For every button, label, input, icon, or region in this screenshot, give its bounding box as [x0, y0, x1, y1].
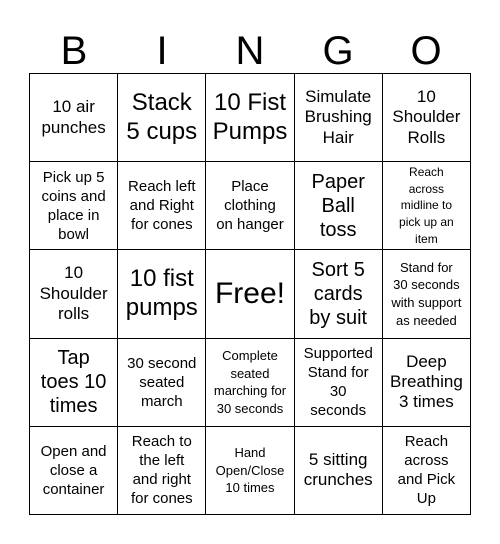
cell-text: Stack 5 cups — [126, 88, 198, 145]
cell-text: 10 Shoulder Rolls — [392, 87, 461, 147]
cell-text: Supported Stand for 30 seconds — [303, 345, 373, 420]
cell-text: Place clothing on hanger — [216, 178, 284, 234]
header-letter-b: B — [60, 29, 88, 73]
bingo-board — [29, 73, 471, 515]
bingo-cell[interactable] — [30, 74, 118, 162]
header-letter-o: O — [410, 29, 442, 73]
bingo-cell[interactable] — [206, 427, 294, 515]
bingo-cell[interactable] — [295, 339, 383, 427]
cell-text: Pick up 5 coins and place in bowl — [41, 168, 106, 243]
bingo-cell[interactable] — [383, 250, 471, 338]
cell-text: Reach to the left and right for cones — [130, 433, 193, 508]
bingo-cell[interactable] — [118, 250, 206, 338]
bingo-cell[interactable] — [118, 339, 206, 427]
bingo-cell[interactable] — [30, 339, 118, 427]
bingo-cell[interactable] — [383, 427, 471, 515]
cell-text: Sort 5 cards by suit — [309, 258, 368, 329]
free-space-cell[interactable] — [206, 250, 294, 338]
bingo-cell[interactable] — [295, 74, 383, 162]
cell-text: 30 second seated march — [127, 354, 197, 410]
bingo-cell[interactable] — [118, 427, 206, 515]
bingo-cell[interactable] — [383, 74, 471, 162]
header-letter-i: I — [156, 29, 168, 73]
cell-text: 10 air punches — [41, 97, 106, 137]
cell-text: 10 fist pumps — [125, 265, 198, 321]
bingo-cell[interactable] — [383, 162, 471, 250]
cell-text: Stand for 30 seconds with support as needed — [391, 259, 462, 328]
cell-text: Deep Breathing 3 times — [390, 351, 463, 412]
cell-text: Complete seated marching for 30 seconds — [213, 348, 287, 416]
cell-text: Reach across midline to pick up an item — [399, 164, 454, 246]
header-letter-g: G — [322, 29, 354, 73]
cell-text: Tap toes 10 times — [40, 347, 107, 418]
cell-text: Open and close a container — [40, 442, 107, 498]
bingo-cell[interactable] — [206, 74, 294, 162]
bingo-cell[interactable] — [295, 427, 383, 515]
cell-text: 10 Fist Pumps — [212, 88, 288, 145]
cell-text: Reach left and Right for cones — [128, 178, 196, 234]
free-space-label: Free! — [214, 276, 285, 310]
bingo-header — [30, 28, 470, 74]
bingo-cell[interactable] — [295, 250, 383, 338]
cell-text: Simulate Brushing Hair — [304, 87, 372, 147]
bingo-cell[interactable] — [30, 162, 118, 250]
bingo-cell[interactable] — [118, 74, 206, 162]
bingo-cell[interactable] — [118, 162, 206, 250]
cell-text: Paper Ball toss — [311, 170, 365, 241]
bingo-cell[interactable] — [295, 162, 383, 250]
header-letter-n: N — [235, 29, 265, 73]
bingo-cell[interactable] — [206, 162, 294, 250]
bingo-cell[interactable] — [383, 339, 471, 427]
cell-text: Hand Open/Close 10 times — [215, 445, 285, 496]
cell-text: 5 sitting crunches — [303, 450, 373, 490]
cell-text: Reach across and Pick Up — [397, 433, 456, 508]
bingo-cell[interactable] — [30, 427, 118, 515]
bingo-cell[interactable] — [206, 339, 294, 427]
bingo-cell[interactable] — [30, 250, 118, 338]
cell-text: 10 Shoulder rolls — [39, 263, 108, 324]
